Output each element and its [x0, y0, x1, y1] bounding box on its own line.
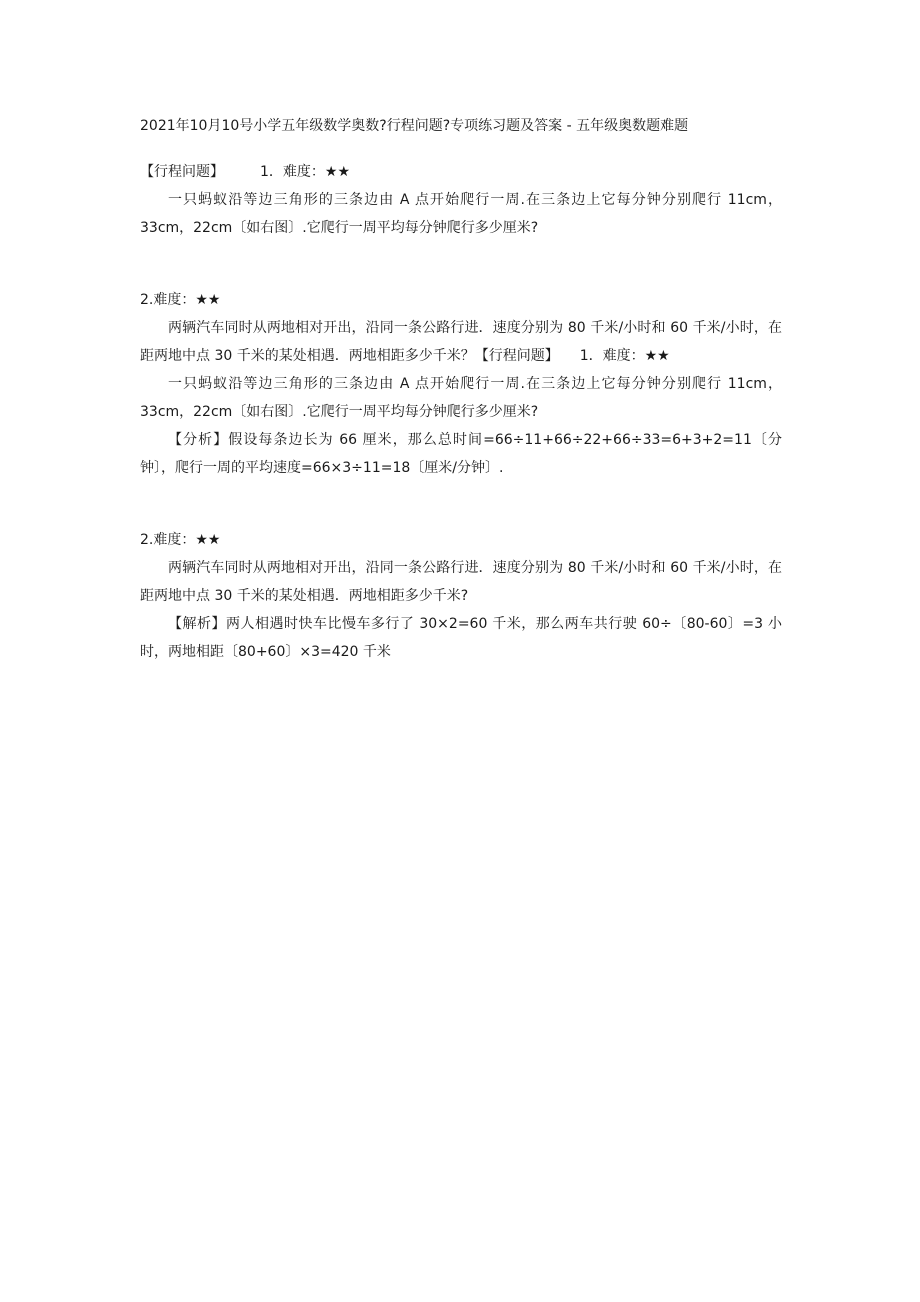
problem-paragraph: 一只蚂蚁沿等边三角形的三条边由 A 点开始爬行一周.在三条边上它每分钟分别爬行 11cm，33cm，22cm〔如右图〕.它爬行一周平均每分钟爬行多少厘米? — [140, 192, 782, 236]
difficulty-label: 1．难度：★★ — [260, 164, 351, 180]
gap — [140, 482, 782, 526]
section-1-header — [140, 158, 782, 186]
problem-paragraph: 两辆汽车同时从两地相对开出，沿同一条公路行进．速度分别为 80 千米/小时和 60 千米/小时，在距两地中点 30 千米的某处相遇．两地相距多少千米？【行程问题】 1．难度：★★ — [140, 320, 782, 364]
analysis-paragraph: 【分析】假设每条边长为 66 厘米，那么总时间=66÷11+66÷22+66÷33=6+3+2=11〔分钟〕，爬行一周的平均速度=66×3÷11=18〔厘米/分钟〕. — [140, 432, 782, 476]
difficulty-label: 2.难度：★★ — [140, 532, 221, 548]
gap — [140, 242, 782, 286]
document-title: 2021年10月10号小学五年级数学奥数?行程问题?专项练习题及答案 - 五年级奥数题难题 — [140, 118, 689, 134]
section-3 — [140, 370, 782, 482]
problem-paragraph: 两辆汽车同时从两地相对开出，沿同一条公路行进．速度分别为 80 千米/小时和 60 千米/小时，在距两地中点 30 千米的某处相遇．两地相距多少千米? — [140, 560, 782, 604]
document-page — [140, 114, 782, 666]
section-1 — [140, 158, 782, 242]
section-2 — [140, 286, 782, 370]
section-4 — [140, 526, 782, 666]
difficulty-label: 2.难度：★★ — [140, 292, 221, 308]
analysis-paragraph: 【解析】两人相遇时快车比慢车多行了 30×2=60 千米，那么两车共行驶 60÷〔80-60〕=3 小时，两地相距〔80+60〕×3=420 千米 — [140, 616, 782, 660]
topic-tag: 【行程问题】 — [140, 164, 224, 180]
problem-paragraph: 一只蚂蚁沿等边三角形的三条边由 A 点开始爬行一周.在三条边上它每分钟分别爬行 11cm，33cm，22cm〔如右图〕.它爬行一周平均每分钟爬行多少厘米? — [140, 376, 782, 420]
